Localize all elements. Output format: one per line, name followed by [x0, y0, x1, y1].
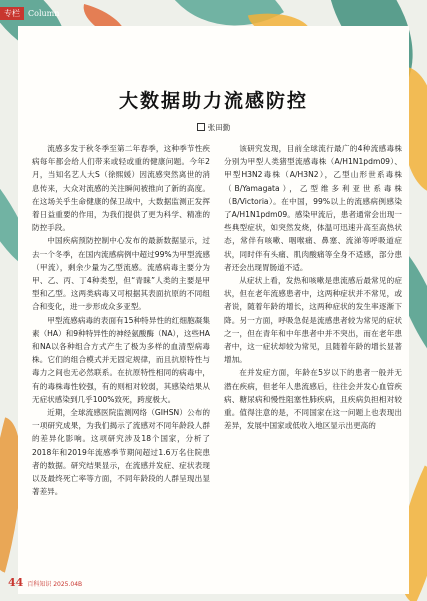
- right-column: [224, 142, 402, 432]
- column-tag: [0, 6, 59, 20]
- paragraph: 近期，全球流感医院监测网络（GIHSN）公布的一项研究成果，为我们揭示了流感对不同年龄段人群的差异化影响。这项研究涉及18个国家，分析了2018年和2019年流感季节期间超过1.6万名住院患者的数据。研究结果显示，在流感并发症、症状表现以及最终死亡率等方面，不同年龄段的人群呈现出显著差异。: [32, 408, 210, 497]
- article-title: 大数据助力流感防控: [118, 90, 308, 112]
- paragraph: 该研究发现，目前全球流行最广的4种流感毒株分别为甲型人类猪型流感毒株（A/H1N1pdm09）、甲型H3N2毒株（A/H3N2），乙型山形世系毒株（B/Yamagata），乙型维多利亚世系毒株（B/Victoria）。在中国，99%以上的流感病例感染了A/H1N1pdm09。感染甲流后，患者通常会出现一些典型症状，如突然发烧，体温可迅速升高至高热状态，常伴有咳嗽、咽喉痛、鼻塞、流涕等呼吸道症状，同时伴有头痛、肌肉酸痛等全身不适感，部分患者还会出现胃肠道不适。: [224, 144, 402, 272]
- paragraph: 从症状上看，发热和咳嗽是患流感后最常见的症状，但在老年流感患者中，这两种症状并不常见，或者说，随着年龄的增长，这两种症状的发生率逐渐下降。另一方面，呼吸急促是流感患者较为常见的症状之一，但在青年和中年患者中并不突出，而在老年患者中，这一症状却较为常见，且随着年龄的增长显著增加。: [224, 276, 402, 365]
- author-name: 张田勤: [207, 123, 231, 132]
- author-line: [18, 122, 409, 133]
- left-column: [32, 142, 210, 498]
- page-number: 44: [8, 576, 24, 589]
- page-footer: [8, 576, 82, 589]
- magazine-issue: 百科知识 2025.04B: [27, 581, 83, 588]
- paragraph: 流感多发于秋冬季至第二年春季，这种季节性疾病每年都会给人们带来或轻或重的健康问题。今年2月，当知名艺人大S（徐熙媛）因流感突然离世的消息传来，大众对流感的关注瞬间被推向了新的高度。在这场关乎生命健康的保卫战中，大数据监测正发挥着日益重要的作用，为我们提供了更为科学、精准的防控手段。: [32, 144, 210, 233]
- column-tag-label: 专栏: [0, 7, 24, 20]
- column-tag-subtitle: Column: [28, 8, 60, 18]
- author-box-icon: [197, 123, 205, 131]
- article-card: [18, 26, 409, 594]
- paragraph: 中国疾病预防控制中心发布的最新数据显示，过去一个冬季，在国内流感病例中超过99%为甲型流感（甲流），剩余少量为乙型流感。流感病毒主要分为甲、乙、丙、丁4种类型，但“青睐”人类的主要是甲型和乙型。这两类病毒又可根据其表面抗原的不同组合和变化，进一步形成众多亚型。: [32, 236, 210, 312]
- paragraph: 甲型流感病毒的表面有15种特异性的红细胞凝集素（HA）和9种特异性的神经氨酸酶（NA），这些HA和NA以各种组合方式产生了极为多样的血清型病毒株。它们的组合模式并无固定规律，而且抗原特性与毒力之间也无必然联系。在抗原特性相同的病毒中，有的毒株毒性较强，有的则相对较弱，其感染结果从无症状感染到几乎100%致死，跨度极大。: [32, 315, 210, 404]
- paragraph: 在并发症方面，年龄在5岁以下的患者一般并无潜在疾病，但老年人患流感后，往往会并发心血管疾病、糖尿病和慢性阻塞性肺疾病，且疾病负担相对较重。值得注意的是，不同国家在这一问题上也表现出差异，发展中国家或低收入地区显示出更高的: [224, 368, 402, 431]
